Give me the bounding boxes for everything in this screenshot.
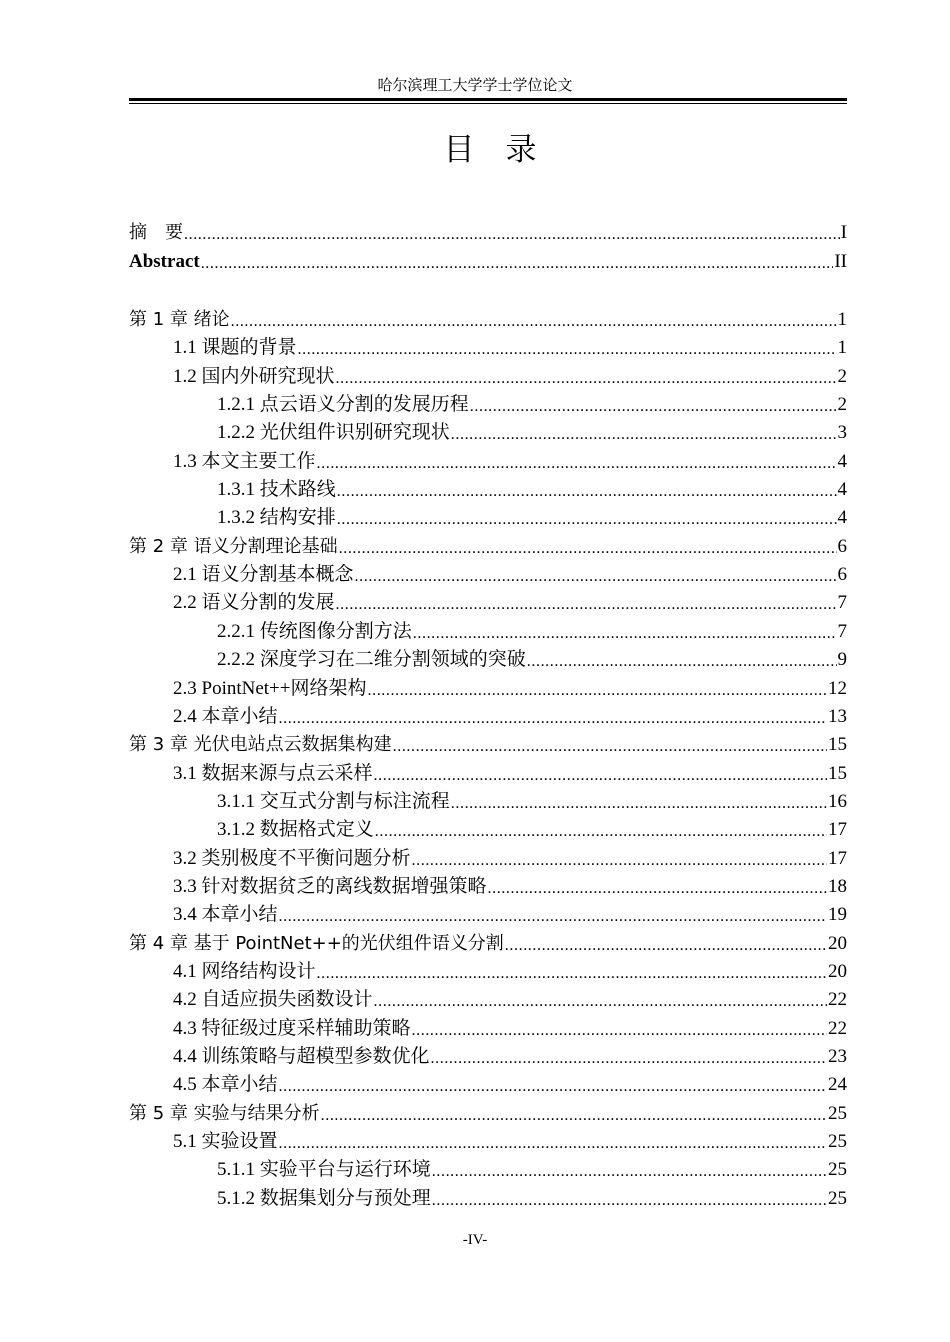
toc-section-entry[interactable]: [129, 417, 847, 445]
toc-dot-leader: [337, 482, 837, 502]
toc-dot-leader: [451, 794, 827, 814]
toc-section-entry[interactable]: [129, 445, 847, 473]
toc-section-entry[interactable]: [129, 559, 847, 587]
toc-entry-page: 1: [837, 337, 847, 359]
toc-entry-label: 3.3 针对数据贫乏的离线数据增强策略: [173, 875, 487, 897]
toc-dot-leader: [432, 1162, 827, 1182]
toc-chapter-entry[interactable]: [129, 217, 847, 245]
toc-section-entry[interactable]: [129, 1069, 847, 1097]
toc-entry-page: 16: [828, 790, 847, 812]
toc-entry-page: 6: [837, 564, 847, 586]
toc-dot-leader: [184, 225, 840, 245]
toc-entry-page: 20: [828, 960, 847, 982]
toc-chapter-entry[interactable]: [129, 729, 847, 757]
toc-entry-label: 2.2.2 深度学习在二维分割领域的突破: [217, 649, 526, 671]
toc-entry-label: 3.2 类别极度不平衡问题分析: [173, 847, 411, 869]
toc-entry-label: 3.1.1 交互式分割与标注流程: [217, 790, 450, 812]
toc-dot-leader: [505, 936, 827, 956]
toc-dot-leader: [317, 964, 827, 984]
toc-section-entry[interactable]: [129, 814, 847, 842]
toc-entry-label: 2.2 语义分割的发展: [173, 592, 335, 614]
toc-entry-page: 9: [837, 649, 847, 671]
toc-entry-label: 1.2.2 光伏组件识别研究现状: [217, 422, 450, 444]
toc-dot-leader: [317, 454, 837, 474]
toc-dot-leader: [432, 1191, 827, 1211]
toc-entry-label: 第 2 章 语义分割理论基础: [129, 535, 338, 557]
toc-dot-leader: [368, 681, 828, 701]
toc-entry-label: 第 4 章 基于 PointNet++的光伏组件语义分割: [129, 932, 504, 954]
header-rule-thin: [129, 103, 847, 104]
toc-section-entry[interactable]: [129, 615, 847, 643]
running-header: 哈尔滨理工大学学士学位论文: [377, 78, 573, 94]
toc-dot-leader: [412, 1021, 827, 1041]
toc-dot-leader: [431, 1049, 827, 1069]
header-rule-thick: [129, 98, 847, 101]
toc-dot-leader: [231, 312, 837, 332]
toc-dot-leader: [374, 992, 827, 1012]
toc-entry-label: 3.1 数据来源与点云采样: [173, 762, 373, 784]
toc-chapter-entry[interactable]: [129, 245, 847, 273]
toc-dot-leader: [321, 1106, 827, 1126]
toc-entry-page: 25: [828, 1187, 847, 1209]
toc-entry-page: 4: [837, 507, 847, 529]
toc-dot-leader: [279, 709, 827, 729]
toc-entry-page: 20: [828, 932, 847, 954]
toc-entry-page: 6: [837, 535, 847, 557]
toc-section-entry[interactable]: [129, 332, 847, 360]
toc-entry-page: 4: [837, 450, 847, 472]
toc-entry-label: 第 1 章 绪论: [129, 309, 230, 331]
toc-entry-label: 2.2.1 传统图像分割方法: [217, 620, 412, 642]
toc-entry-page: 3: [837, 422, 847, 444]
toc-entry-label: 5.1 实验设置: [173, 1131, 278, 1152]
toc-entry-page: 13: [828, 705, 847, 727]
toc-dot-leader: [375, 822, 827, 842]
toc-chapter-entry[interactable]: [129, 530, 847, 558]
toc-dot-leader: [336, 595, 837, 615]
toc-entry-page: 1: [837, 309, 847, 331]
toc-section-entry[interactable]: [129, 1126, 847, 1154]
toc-dot-leader: [339, 539, 837, 559]
toc-dot-leader: [279, 1134, 827, 1154]
toc-entry-label: 摘 要: [129, 222, 183, 244]
toc-entry-label: 2.3 PointNet++网络架构: [173, 677, 367, 699]
toc-entry-label: 第 5 章 实验与结果分析: [129, 1102, 320, 1124]
toc-entry-page: 25: [828, 1131, 847, 1152]
toc-dot-leader: [413, 624, 837, 644]
toc-entry-page: 22: [828, 989, 847, 1011]
toc-section-entry[interactable]: [129, 474, 847, 502]
toc-entry-page: 12: [828, 677, 847, 699]
toc-section-entry[interactable]: [129, 1041, 847, 1069]
toc-entry-page: 22: [828, 1017, 847, 1039]
toc-section-entry[interactable]: [129, 502, 847, 530]
toc-dot-leader: [470, 397, 837, 417]
toc-entry-label: 1.3.1 技术路线: [217, 479, 336, 501]
toc-entry-page: 25: [828, 1159, 847, 1181]
toc-section-entry[interactable]: [129, 842, 847, 870]
toc-section-entry[interactable]: [129, 587, 847, 615]
toc-entry-page: 2: [837, 394, 847, 416]
toc-section-entry[interactable]: [129, 956, 847, 984]
toc-dot-leader: [355, 567, 837, 587]
toc-chapter-entry[interactable]: [129, 927, 847, 955]
toc-entry-label: 4.4 训练策略与超模型参数优化: [173, 1045, 430, 1067]
toc-entry-page: 2: [837, 365, 847, 387]
toc-entry-label: 第 3 章 光伏电站点云数据集构建: [129, 734, 392, 756]
toc-dot-leader: [374, 766, 827, 786]
toc-entry-page: 25: [828, 1102, 847, 1124]
toc-section-entry[interactable]: [129, 1012, 847, 1040]
toc-dot-leader: [298, 340, 837, 360]
toc-entry-label: 2.1 语义分割基本概念: [173, 564, 354, 586]
toc-entry-label: 3.4 本章小结: [173, 904, 278, 926]
toc-section-entry[interactable]: [129, 786, 847, 814]
toc-entry-page: 24: [828, 1074, 847, 1096]
toc-entry-label: 1.1 课题的背景: [173, 337, 297, 359]
toc-section-entry[interactable]: [129, 672, 847, 700]
toc-section-entry[interactable]: [129, 644, 847, 672]
toc-entry-page: 15: [828, 734, 847, 756]
toc-entry-label: 1.3.2 结构安排: [217, 507, 336, 529]
toc-dot-leader: [201, 254, 834, 274]
toc-entry-page: 4: [837, 479, 847, 501]
toc-entry-label: Abstract: [129, 250, 200, 272]
toc-section-entry[interactable]: [129, 984, 847, 1012]
toc-section-entry[interactable]: [129, 389, 847, 417]
toc-dot-leader: [527, 652, 837, 672]
toc-entry-label: 1.2 国内外研究现状: [173, 365, 335, 387]
toc-section-entry[interactable]: [129, 871, 847, 899]
toc-dot-leader: [451, 425, 837, 445]
toc-entry-page: II: [834, 250, 847, 272]
toc-section-entry[interactable]: [129, 1154, 847, 1182]
toc-dot-leader: [337, 510, 837, 530]
toc-dot-leader: [336, 369, 837, 389]
toc-chapter-entry[interactable]: [129, 304, 847, 332]
toc-section-entry[interactable]: [129, 360, 847, 388]
toc-entry-page: 17: [828, 819, 847, 841]
toc-chapter-entry[interactable]: [129, 1097, 847, 1125]
page-number: -IV-: [462, 1232, 488, 1248]
page-title: 目 录: [443, 132, 537, 168]
toc-dot-leader: [279, 1077, 827, 1097]
toc-entry-label: 5.1.1 实验平台与运行环境: [217, 1159, 431, 1181]
toc-entry-label: 5.1.2 数据集划分与预处理: [217, 1187, 431, 1209]
toc-entry-label: 4.1 网络结构设计: [173, 960, 316, 982]
toc-dot-leader: [279, 907, 827, 927]
toc-entry-page: 18: [828, 875, 847, 897]
toc-section-entry[interactable]: [129, 757, 847, 785]
toc-entry-page: 23: [828, 1045, 847, 1067]
table-of-contents: [129, 217, 847, 1211]
toc-section-entry[interactable]: [129, 899, 847, 927]
toc-section-entry[interactable]: [129, 1182, 847, 1210]
toc-section-entry[interactable]: [129, 701, 847, 729]
toc-entry-page: 7: [837, 620, 847, 642]
toc-dot-leader: [393, 737, 827, 757]
toc-dot-leader: [488, 879, 827, 899]
toc-dot-leader: [412, 851, 827, 871]
toc-entry-label: 4.5 本章小结: [173, 1074, 278, 1096]
toc-entry-page: I: [840, 222, 847, 244]
toc-entry-label: 2.4 本章小结: [173, 705, 278, 727]
toc-entry-label: 1.2.1 点云语义分割的发展历程: [217, 394, 469, 416]
toc-entry-page: 7: [837, 592, 847, 614]
toc-entry-label: 3.1.2 数据格式定义: [217, 819, 374, 841]
toc-entry-label: 4.2 自适应损失函数设计: [173, 989, 373, 1011]
toc-entry-page: 17: [828, 847, 847, 869]
toc-entry-page: 15: [828, 762, 847, 784]
toc-entry-label: 1.3 本文主要工作: [173, 450, 316, 472]
toc-entry-label: 4.3 特征级过度采样辅助策略: [173, 1017, 411, 1039]
toc-entry-page: 19: [828, 904, 847, 926]
